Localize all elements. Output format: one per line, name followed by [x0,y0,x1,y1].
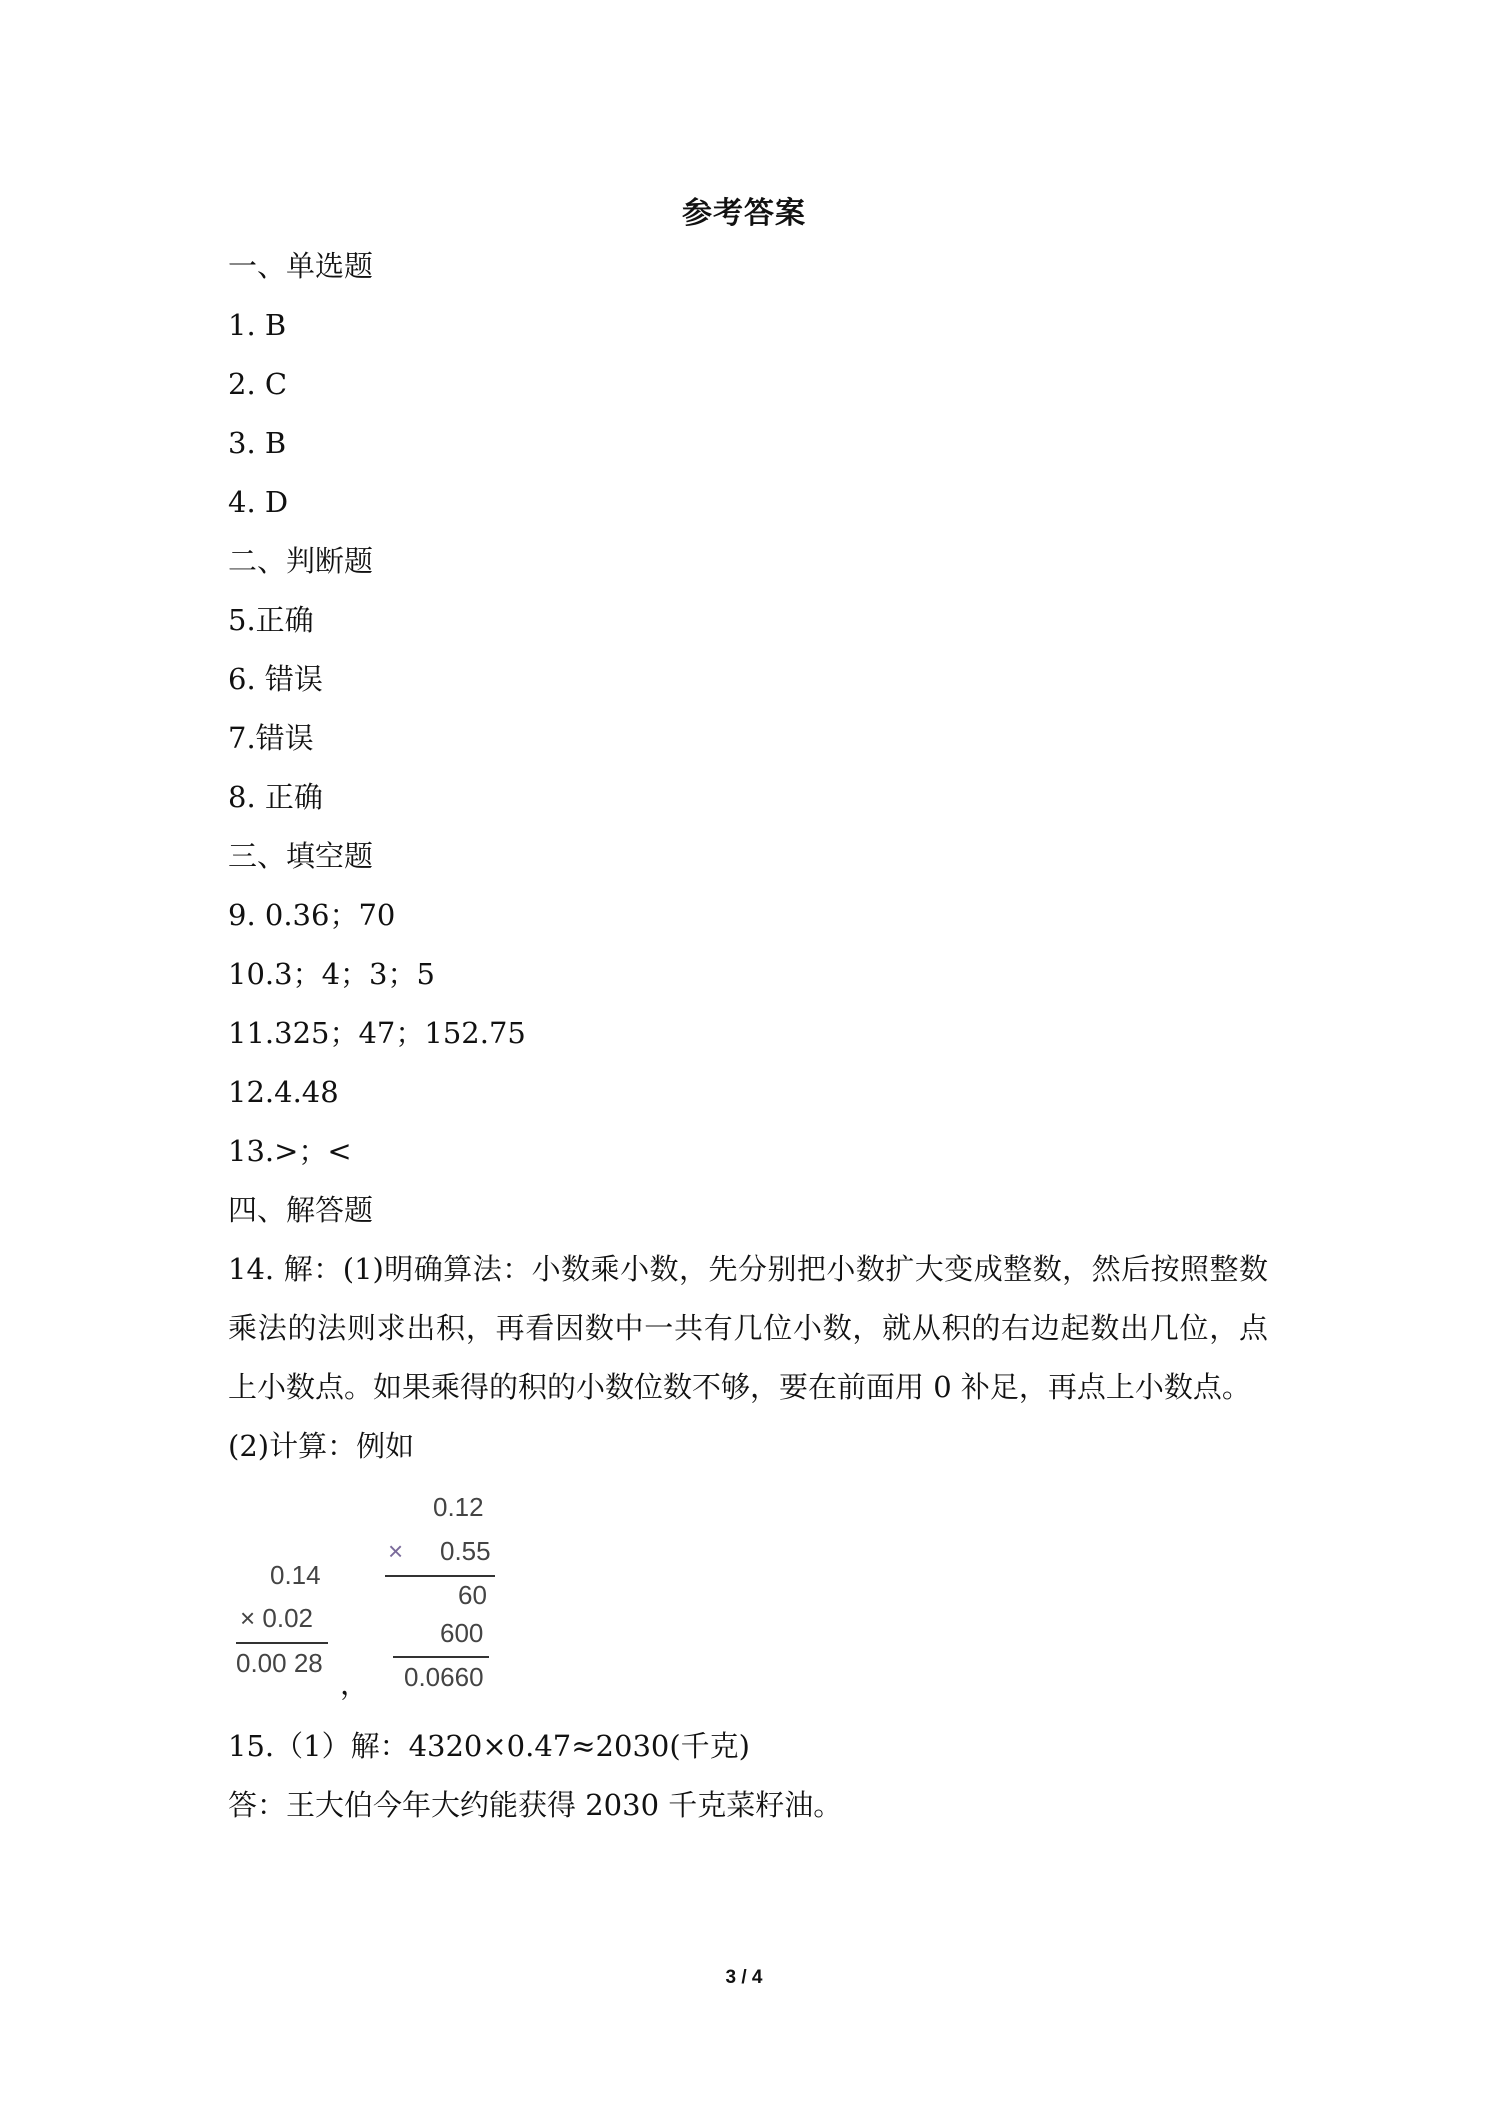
calc2-result: 0.0660 [404,1662,484,1692]
calc2-partial-2: 600 [440,1618,484,1648]
answer-5: 5.正确 [228,603,314,637]
answer-11: 11.325；47；152.75 [228,1016,526,1050]
calc1-multiplier: × 0.02 [240,1603,314,1633]
answer-1: 1. B [228,308,287,342]
answer-4: 4. D [228,485,289,519]
section-heading-true-false: 二、判断题 [228,544,374,578]
calc2-multiply-sign: × [388,1536,404,1566]
calc2-rule-top [385,1575,495,1577]
answer-3: 3. B [228,426,287,460]
answer-15-solution: 15.（1）解：4320×0.47≈2030(千克) [228,1729,750,1763]
calc1-result: 0.00 28 [236,1648,323,1678]
answer-13: 13.>；< [228,1134,352,1168]
calc1-multiplicand: 0.14 [270,1560,321,1590]
answer-7: 7.错误 [228,721,314,755]
section-heading-fill-blank: 三、填空题 [228,839,374,873]
answer-8: 8. 正确 [228,780,323,814]
page-title: 参考答案 [682,196,806,231]
section-heading-solve: 四、解答题 [228,1193,374,1227]
answer-14-explanation: 14. 解：(1)明确算法：小数乘小数，先分别把小数扩大变成整数，然后按照整数乘法的法则求出积，再看因数中一共有几位小数，就从积的右边起数出几位，点上小数点。如果乘得的积的小数位数不够，要在前面用 0 补足，再点上小数点。 [228,1252,1268,1404]
page-number: 3 / 4 [725,1967,763,1988]
calc2-multiplier: 0.55 [440,1536,491,1566]
answer-12: 12.4.48 [228,1075,339,1109]
calc1-rule [236,1642,328,1644]
section-heading-single-choice: 一、单选题 [228,249,374,283]
calc2-rule-bottom [393,1656,489,1658]
answer-10: 10.3；4；3；5 [228,957,435,991]
answer-9: 9. 0.36；70 [228,898,396,932]
answer-2: 2. C [228,367,288,401]
answer-14-part2: (2)计算：例如 [228,1429,415,1463]
calc2-partial-1: 60 [458,1580,487,1610]
answer-15-conclusion: 答：王大伯今年大约能获得 2030 千克菜籽油。 [228,1788,843,1822]
answer-6: 6. 错误 [228,662,323,696]
calc2-multiplicand: 0.12 [433,1492,484,1522]
calc-separator: ， [340,1667,370,1701]
